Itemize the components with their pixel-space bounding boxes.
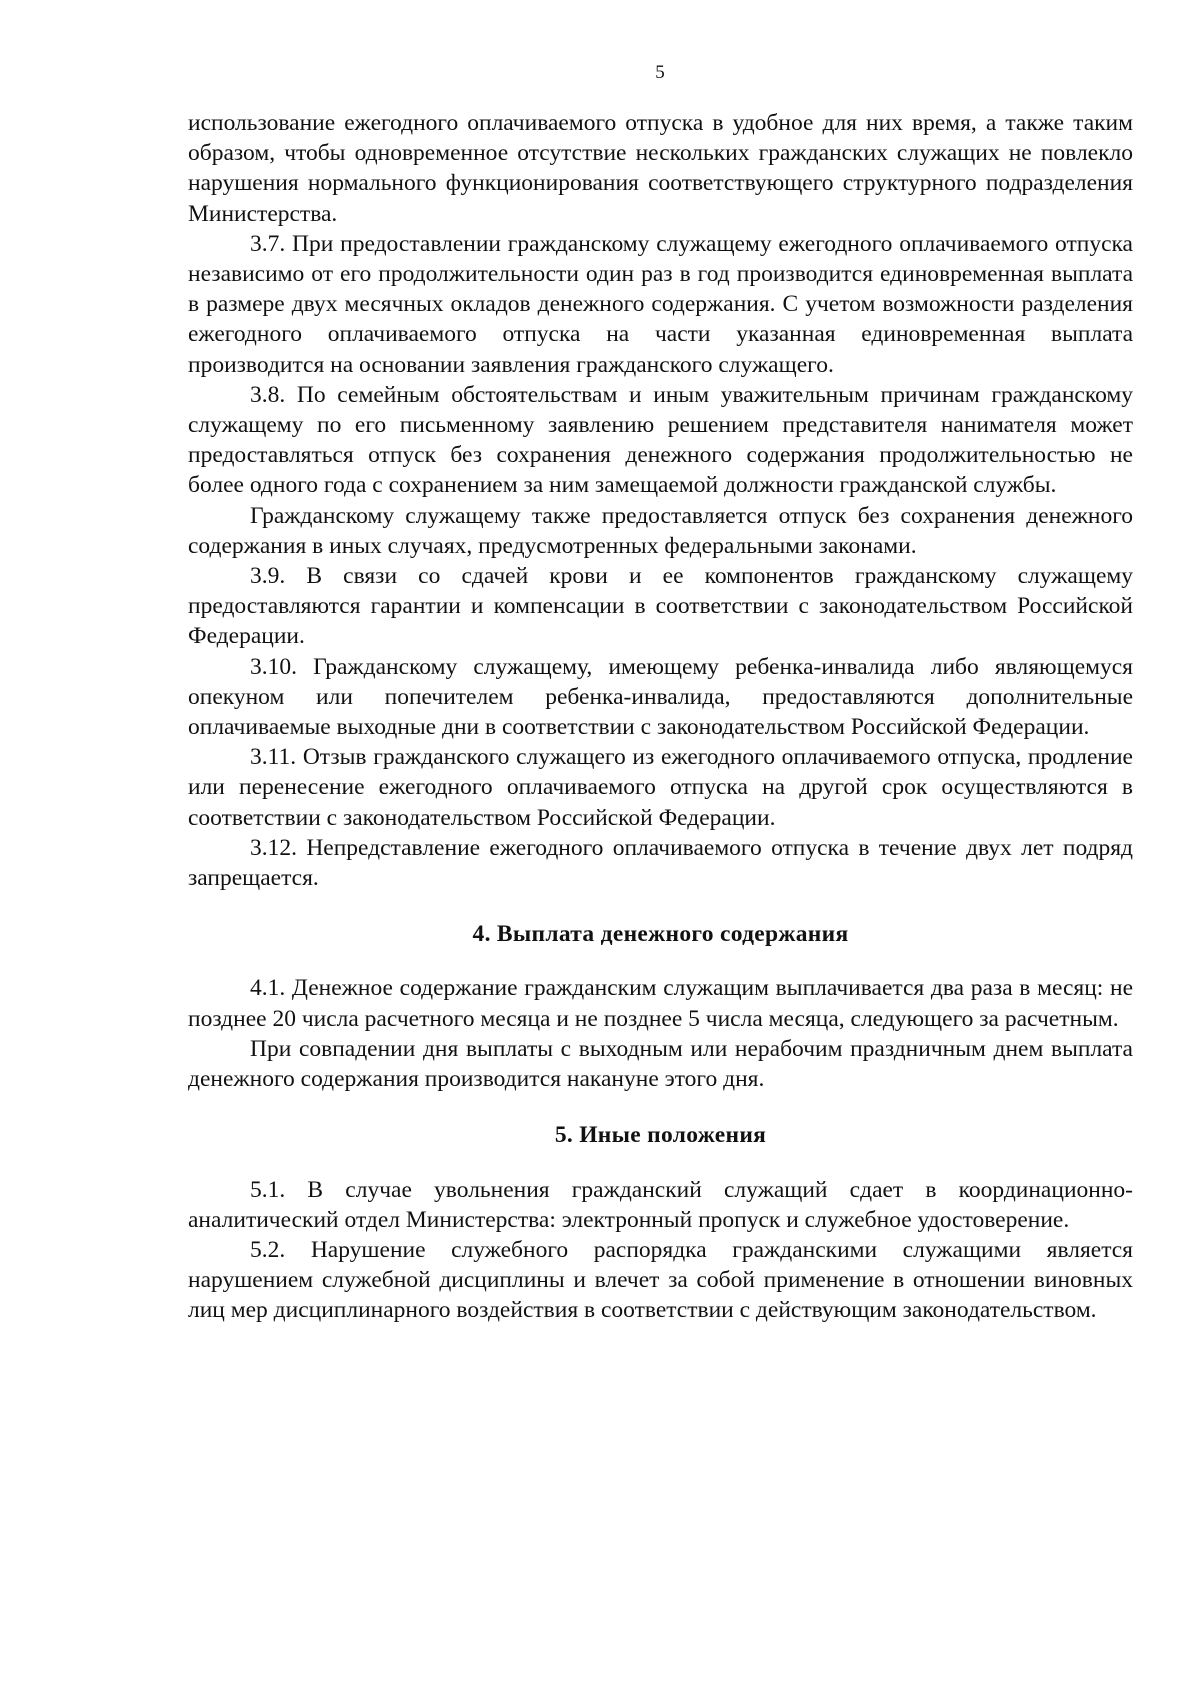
paragraph-3-11: 3.11. Отзыв гражданского служащего из ежегодного оплачиваемого отпуска, продление или перенесение ежегодного оплачиваемого отпуска на другой срок осуществляются в соответствии с законодательством Российской Федерации. bbox=[188, 744, 1133, 831]
paragraph-5-1: 5.1. В случае увольнения гражданский служащий сдает в координационно-аналитический отдел Министерства: электронный пропуск и служебное удостоверение. bbox=[188, 1176, 1133, 1233]
paragraph-3-7: 3.7. При предоставлении гражданскому служащему ежегодного оплачиваемого отпуска независимо от его продолжительности один раз в год производится единовременная выплата в размере двух месячных окладов денежного содержания. С учетом возможности разделения ежегодного оплачиваемого отпуска на части указанная единовременная выплата производится на основании заявления гражданского служащего. bbox=[188, 230, 1133, 378]
paragraph-4-1-additional: При совпадении дня выплаты с выходным или нерабочим праздничным днем выплата денежного содержания производится накануне этого дня. bbox=[188, 1035, 1133, 1093]
paragraph-3-8: 3.8. По семейным обстоятельствам и иным уважительным причинам гражданскому служащему по его письменному заявлению решением представителя нанимателя может предоставляться отпуск без сохранения денежного содержания продолжительностью не более одного года с сохранением за ним замещаемой должности гражданской службы. bbox=[188, 381, 1133, 499]
section-4-title: 4. Выплата денежного содержания bbox=[472, 921, 849, 948]
paragraph-3-9: 3.9. В связи со сдачей крови и ее компонентов гражданскому служащему предоставляются гарантии и компенсации в соответствии с законодательством Российской Федерации. bbox=[188, 563, 1133, 650]
paragraph-5-2: 5.2. Нарушение служебного распорядка гражданскими служащими является нарушением служебной дисциплины и влечет за собой применение в отношении виновных лиц мер дисциплинарного воздействия в соответствии с действующим законодательством. bbox=[188, 1236, 1133, 1324]
document-body bbox=[188, 108, 1133, 1326]
paragraph-4-1: 4.1. Денежное содержание гражданским служащим выплачивается два раза в месяц: не позднее 20 числа расчетного месяца и не позднее 5 числа месяца, следующего за расчетным. bbox=[188, 975, 1133, 1032]
section-5-title: 5. Иные положения bbox=[554, 1122, 767, 1149]
page-number: 5 bbox=[655, 62, 665, 83]
paragraph-3-12: 3.12. Непредставление ежегодного оплачиваемого отпуска в течение двух лет подряд запрещается. bbox=[188, 834, 1133, 892]
paragraph-continuation: использование ежегодного оплачиваемого отпуска в удобное для них время, а также таким образом, чтобы одновременное отсутствие нескольких гражданских служащих не повлекло нарушения нормального функционирования соответствующего структурного подразделения Министерства. bbox=[188, 110, 1133, 227]
paragraph-3-10: 3.10. Гражданскому служащему, имеющему ребенка-инвалида либо являющемуся опекуном или попечителем ребенка-инвалида, предоставляются дополнительные оплачиваемые выходные дни в соответствии с законодательством Российской Федерации. bbox=[188, 653, 1133, 741]
paragraph-3-8-additional: Гражданскому служащему также предоставляется отпуск без сохранения денежного содержания в иных случаях, предусмотренных федеральными законами. bbox=[188, 502, 1133, 559]
